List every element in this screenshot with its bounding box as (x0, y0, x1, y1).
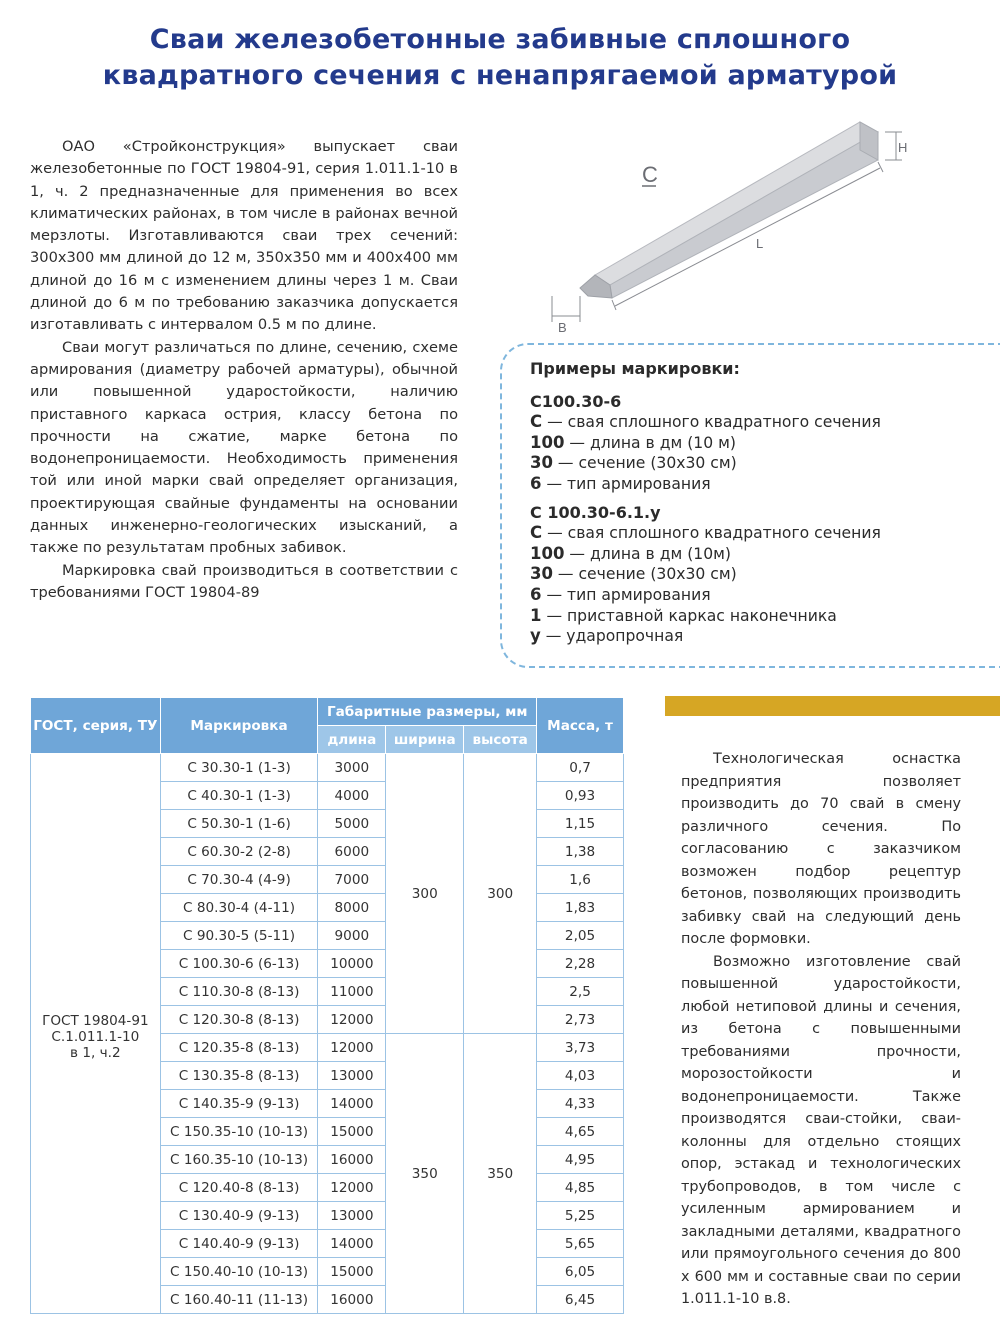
header-width: ширина (386, 726, 464, 754)
example-2-code: С 100.30-6.1.у (530, 502, 661, 522)
length-cell: 12000 (318, 1006, 386, 1034)
label-c: С (642, 162, 658, 187)
gost-cell-line: в 1, ч.2 (70, 1044, 121, 1061)
mass-cell: 2,73 (537, 1006, 624, 1034)
length-cell: 15000 (318, 1258, 386, 1286)
length-cell: 7000 (318, 866, 386, 894)
label-b: B (558, 320, 567, 335)
piles-table (30, 697, 624, 1314)
mass-cell: 3,73 (537, 1034, 624, 1062)
length-cell: 8000 (318, 894, 386, 922)
marking-examples-box (500, 343, 1000, 668)
pile-drawing (540, 110, 920, 340)
header-length: длина (318, 726, 386, 754)
title-line-1: Сваи железобетонные забивные сплошного (149, 24, 851, 55)
length-cell: 16000 (318, 1146, 386, 1174)
gost-cell-line: С.1.011.1-10 (51, 1028, 140, 1045)
example-1-row: 6 — тип армирования (530, 473, 711, 493)
intro-text (30, 136, 458, 604)
mass-cell: 5,25 (537, 1202, 624, 1230)
length-cell: 16000 (318, 1286, 386, 1314)
title-line-2: квадратного сечения с ненапрягаемой арматурой (102, 60, 898, 91)
examples-header: Примеры маркировки: (530, 359, 740, 378)
example-1-row: 30 — сечение (30х30 см) (530, 453, 737, 473)
example-2-row: 30 — сечение (30х30 см) (530, 564, 737, 584)
decorative-gold-bar (665, 696, 1000, 716)
marking-cell: С 120.30-8 (8-13) (160, 1006, 318, 1034)
length-cell: 15000 (318, 1118, 386, 1146)
height-cell: 300 (464, 754, 537, 1034)
width-cell: 300 (386, 754, 464, 1034)
example-1-code: С100.30-6 (530, 391, 622, 411)
marking-cell: С 130.40-9 (9-13) (160, 1202, 318, 1230)
length-cell: 6000 (318, 838, 386, 866)
mass-cell: 2,28 (537, 950, 624, 978)
mass-cell: 1,38 (537, 838, 624, 866)
mass-cell: 5,65 (537, 1230, 624, 1258)
length-cell: 5000 (318, 810, 386, 838)
marking-cell: С 130.35-8 (8-13) (160, 1062, 318, 1090)
example-2-row: у — ударопрочная (530, 626, 684, 646)
marking-cell: С 80.30-4 (4-11) (160, 894, 318, 922)
piles-table-wrapper (30, 697, 624, 1314)
mass-cell: 4,95 (537, 1146, 624, 1174)
marking-cell: С 60.30-2 (2-8) (160, 838, 318, 866)
example-2-row: 6 — тип армирования (530, 584, 711, 604)
pile-top-face (595, 122, 878, 285)
gost-cell (31, 754, 161, 1314)
intro-paragraph-1: ОАО «Стройконструкция» выпускает сваи железобетонные по ГОСТ 19804-91, серия 1.011.1-10 в 1, ч. 2 предназначенные для применения во всех климатических районах, в том числе в районах вечной мерзлоты. Изготавливаются сваи трех сечений: 300х300 мм длиной до 12 м, 350х350 мм и 400х400 мм длиной до 16 м с изменением длины через 1 м. Сваи длиной до 6 м по требованию заказчика допускается изготавливать с интервалом 0.5 м по длине. (30, 138, 458, 334)
side-text (681, 748, 961, 1311)
mass-cell: 1,15 (537, 810, 624, 838)
side-paragraph-2: Возможно изготовление свай повышенной ударостойкости, любой нетиповой длины и сечения, из бетона с повышенными требованиями прочности, морозостойкости и водонепроницаемости. Также производятся сваи-стойки, сваи-колонны для отдельно стоящих опор, эстакад и технологических трубопроводов, в том числе с усиленным армированием и закладными деталями, квадратного или прямоугольного сечения до 800 х 600 мм и составные сваи по серии 1.011.1-10 в.8. (681, 953, 961, 1307)
mass-cell: 1,6 (537, 866, 624, 894)
header-height: высота (464, 726, 537, 754)
intro-paragraph-2: Сваи могут различаться по длине, сечению, схеме армирования (диаметру рабочей арматуры), обычной или повышенной ударостойкости, наличию приставного каркаса острия, классу бетона по прочности на сжатие, марке бетона по водонепроницаемости. Необходимость применения той или иной марки свай определяет организация, проектирующая свайные фундаменты на основании данных инженерно-геологических изысканий, а также по результатам пробных забивок. (30, 338, 458, 557)
piles-table-body (31, 754, 624, 1314)
length-cell: 12000 (318, 1174, 386, 1202)
length-cell: 14000 (318, 1230, 386, 1258)
header-marking: Маркировка (160, 698, 318, 754)
side-paragraph-1: Технологическая оснастка предприятия позволяет производить до 70 свай в смену различного сечения. По согласованию с заказчиком возможен подбор рецептур бетонов, позволяющих производить забивку свай на следующий день после формовки. (681, 751, 961, 947)
pile-front-face (610, 132, 878, 298)
mass-cell: 2,05 (537, 922, 624, 950)
mass-cell: 6,05 (537, 1258, 624, 1286)
example-1-row: 100 — длина в дм (10 м) (530, 432, 736, 452)
marking-cell: С 140.35-9 (9-13) (160, 1090, 318, 1118)
marking-cell: С 50.30-1 (1-6) (160, 810, 318, 838)
mass-cell: 4,03 (537, 1062, 624, 1090)
length-cell: 3000 (318, 754, 386, 782)
marking-cell: С 160.35-10 (10-13) (160, 1146, 318, 1174)
gost-cell-line: ГОСТ 19804-91 (42, 1012, 149, 1029)
height-cell: 350 (464, 1034, 537, 1314)
length-cell: 13000 (318, 1062, 386, 1090)
marking-cell: С 100.30-6 (6-13) (160, 950, 318, 978)
width-cell: 350 (386, 1034, 464, 1314)
marking-cell: С 110.30-8 (8-13) (160, 978, 318, 1006)
mass-cell: 6,45 (537, 1286, 624, 1314)
length-cell: 10000 (318, 950, 386, 978)
mass-cell: 0,7 (537, 754, 624, 782)
length-cell: 4000 (318, 782, 386, 810)
table-row (31, 754, 624, 782)
length-cell: 13000 (318, 1202, 386, 1230)
mass-cell: 1,83 (537, 894, 624, 922)
marking-cell: С 40.30-1 (1-3) (160, 782, 318, 810)
mass-cell: 4,33 (537, 1090, 624, 1118)
mass-cell: 2,5 (537, 978, 624, 1006)
example-2-row: 100 — длина в дм (10м) (530, 543, 731, 563)
mass-cell: 4,65 (537, 1118, 624, 1146)
example-2-row: 1 — приставной каркас наконечника (530, 605, 837, 625)
length-cell: 12000 (318, 1034, 386, 1062)
page-title (0, 22, 1000, 94)
intro-paragraph-3: Маркировка свай производиться в соответствии с требованиями ГОСТ 19804-89 (30, 561, 458, 601)
marking-cell: С 70.30-4 (4-9) (160, 866, 318, 894)
marking-cell: С 120.35-8 (8-13) (160, 1034, 318, 1062)
example-1-row: С — свая сплошного квадратного сечения (530, 412, 881, 432)
marking-cell: С 140.40-9 (9-13) (160, 1230, 318, 1258)
example-2-row: С — свая сплошного квадратного сечения (530, 523, 881, 543)
length-cell: 11000 (318, 978, 386, 1006)
mass-cell: 4,85 (537, 1174, 624, 1202)
marking-cell: С 90.30-5 (5-11) (160, 922, 318, 950)
header-gost: ГОСТ, серия, ТУ (31, 698, 161, 754)
header-dimensions: Габаритные размеры, мм (318, 698, 537, 726)
marking-cell: С 150.40-10 (10-13) (160, 1258, 318, 1286)
length-cell: 9000 (318, 922, 386, 950)
marking-cell: С 120.40-8 (8-13) (160, 1174, 318, 1202)
length-cell: 14000 (318, 1090, 386, 1118)
marking-cell: С 30.30-1 (1-3) (160, 754, 318, 782)
marking-cell: С 150.35-10 (10-13) (160, 1118, 318, 1146)
label-l: L (756, 236, 764, 251)
mass-cell: 0,93 (537, 782, 624, 810)
header-mass: Масса, т (537, 698, 624, 754)
marking-cell: С 160.40-11 (11-13) (160, 1286, 318, 1314)
label-h: H (898, 140, 908, 155)
